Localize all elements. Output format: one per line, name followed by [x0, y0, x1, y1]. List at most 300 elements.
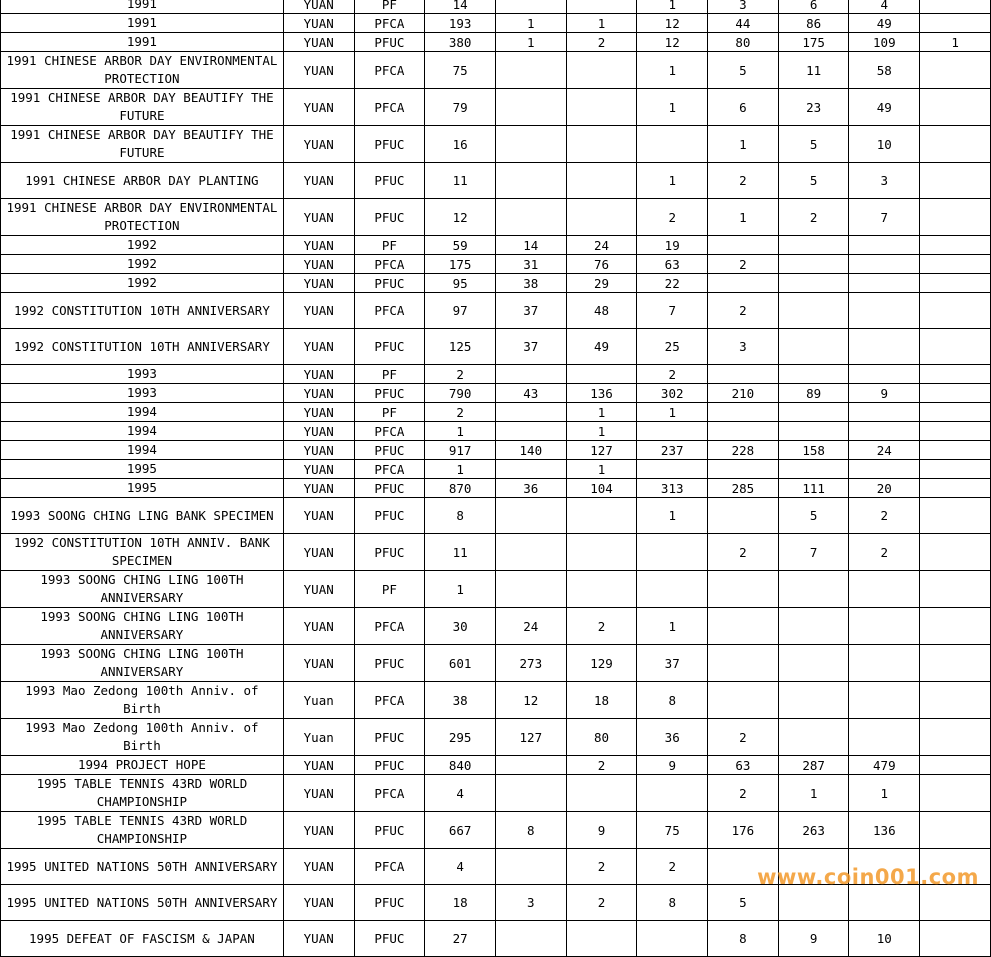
unit-cell: YUAN: [283, 812, 354, 849]
total-cell: 125: [425, 329, 496, 365]
count-cell: [849, 365, 920, 384]
count-cell: 129: [566, 645, 637, 682]
count-cell: [920, 479, 991, 498]
count-cell: [920, 460, 991, 479]
table-row: [1, 126, 991, 163]
name-cell: 1995: [1, 460, 284, 479]
count-cell: 273: [495, 645, 566, 682]
count-cell: 80: [708, 33, 779, 52]
count-cell: [778, 365, 849, 384]
grade-cell: PFCA: [354, 849, 425, 885]
count-cell: 7: [849, 199, 920, 236]
count-cell: 2: [849, 534, 920, 571]
unit-cell: YUAN: [283, 849, 354, 885]
table-row: [1, 460, 991, 479]
count-cell: 1: [637, 0, 708, 14]
grade-cell: PFUC: [354, 479, 425, 498]
count-cell: 3: [849, 163, 920, 199]
table-row: [1, 274, 991, 293]
count-cell: 2: [849, 498, 920, 534]
count-cell: [920, 255, 991, 274]
name-cell: 1995: [1, 479, 284, 498]
count-cell: 5: [778, 163, 849, 199]
count-cell: 9: [566, 812, 637, 849]
total-cell: 30: [425, 608, 496, 645]
count-cell: [778, 682, 849, 719]
count-cell: 2: [566, 885, 637, 921]
count-cell: [566, 365, 637, 384]
total-cell: 4: [425, 775, 496, 812]
count-cell: [495, 498, 566, 534]
name-cell: 1991: [1, 33, 284, 52]
grade-cell: PFUC: [354, 921, 425, 957]
count-cell: [637, 571, 708, 608]
table-row: [1, 403, 991, 422]
count-cell: 80: [566, 719, 637, 756]
unit-cell: YUAN: [283, 422, 354, 441]
count-cell: [849, 682, 920, 719]
count-cell: 2: [708, 255, 779, 274]
grade-cell: PFCA: [354, 460, 425, 479]
count-cell: [495, 775, 566, 812]
table-row: [1, 441, 991, 460]
name-cell: 1993 SOONG CHING LING 100TH ANNIVERSARY: [1, 608, 284, 645]
total-cell: 1: [425, 460, 496, 479]
count-cell: 2: [637, 199, 708, 236]
table-row: [1, 719, 991, 756]
count-cell: [920, 89, 991, 126]
count-cell: [920, 571, 991, 608]
grade-cell: PFUC: [354, 163, 425, 199]
name-cell: 1992: [1, 274, 284, 293]
count-cell: [778, 403, 849, 422]
name-cell: 1993 SOONG CHING LING 100TH ANNIVERSARY: [1, 645, 284, 682]
count-cell: [920, 0, 991, 14]
table-row: [1, 52, 991, 89]
total-cell: 2: [425, 403, 496, 422]
total-cell: 380: [425, 33, 496, 52]
count-cell: [637, 775, 708, 812]
count-cell: [920, 329, 991, 365]
name-cell: 1994: [1, 422, 284, 441]
count-cell: 2: [708, 719, 779, 756]
table-row: [1, 89, 991, 126]
unit-cell: YUAN: [283, 126, 354, 163]
count-cell: 140: [495, 441, 566, 460]
unit-cell: YUAN: [283, 0, 354, 14]
count-cell: 9: [778, 921, 849, 957]
name-cell: 1991 CHINESE ARBOR DAY BEAUTIFY THE FUTURE: [1, 126, 284, 163]
unit-cell: Yuan: [283, 682, 354, 719]
name-cell: 1992 CONSTITUTION 10TH ANNIVERSARY: [1, 329, 284, 365]
count-cell: 176: [708, 812, 779, 849]
count-cell: [708, 682, 779, 719]
count-cell: [920, 645, 991, 682]
table-row: [1, 534, 991, 571]
count-cell: 9: [849, 384, 920, 403]
count-cell: 29: [566, 274, 637, 293]
count-cell: [849, 274, 920, 293]
count-cell: 2: [708, 163, 779, 199]
count-cell: [566, 126, 637, 163]
count-cell: 19: [637, 236, 708, 255]
name-cell: 1993 SOONG CHING LING 100TH ANNIVERSARY: [1, 571, 284, 608]
count-cell: [920, 365, 991, 384]
table-row: [1, 0, 991, 14]
grade-cell: PFUC: [354, 384, 425, 403]
total-cell: 840: [425, 756, 496, 775]
count-cell: 43: [495, 384, 566, 403]
count-cell: 158: [778, 441, 849, 460]
count-cell: 31: [495, 255, 566, 274]
grade-cell: PFCA: [354, 89, 425, 126]
table-row: [1, 498, 991, 534]
table-row: [1, 293, 991, 329]
name-cell: 1995 UNITED NATIONS 50TH ANNIVERSARY: [1, 885, 284, 921]
count-cell: 2: [708, 534, 779, 571]
count-cell: [778, 460, 849, 479]
count-cell: 1: [637, 52, 708, 89]
count-cell: 49: [849, 89, 920, 126]
count-cell: 2: [566, 756, 637, 775]
count-cell: [920, 682, 991, 719]
grade-cell: PFUC: [354, 885, 425, 921]
count-cell: [778, 236, 849, 255]
count-cell: 48: [566, 293, 637, 329]
total-cell: 11: [425, 163, 496, 199]
count-cell: 3: [708, 0, 779, 14]
table-row: [1, 571, 991, 608]
grade-cell: PF: [354, 0, 425, 14]
grade-cell: PFCA: [354, 293, 425, 329]
count-cell: [849, 329, 920, 365]
count-cell: 1: [495, 14, 566, 33]
total-cell: 2: [425, 365, 496, 384]
count-cell: [920, 274, 991, 293]
table-row: [1, 255, 991, 274]
count-cell: [566, 89, 637, 126]
table-row: [1, 422, 991, 441]
count-cell: 6: [708, 89, 779, 126]
grade-cell: PFUC: [354, 199, 425, 236]
table-row: [1, 775, 991, 812]
count-cell: [778, 293, 849, 329]
count-cell: [920, 756, 991, 775]
grade-cell: PF: [354, 236, 425, 255]
total-cell: 1: [425, 422, 496, 441]
count-cell: 2: [778, 199, 849, 236]
total-cell: 97: [425, 293, 496, 329]
name-cell: 1995 TABLE TENNIS 43RD WORLD CHAMPIONSHIP: [1, 775, 284, 812]
table-row: [1, 236, 991, 255]
name-cell: 1991 CHINESE ARBOR DAY BEAUTIFY THE FUTURE: [1, 89, 284, 126]
count-cell: [637, 126, 708, 163]
count-cell: 86: [778, 14, 849, 33]
table-row: [1, 199, 991, 236]
count-cell: [495, 199, 566, 236]
count-cell: 63: [637, 255, 708, 274]
count-cell: 1: [637, 403, 708, 422]
count-cell: [495, 126, 566, 163]
count-cell: 24: [849, 441, 920, 460]
count-cell: 36: [495, 479, 566, 498]
count-cell: [708, 571, 779, 608]
count-cell: [920, 498, 991, 534]
count-cell: 76: [566, 255, 637, 274]
grade-cell: PFUC: [354, 719, 425, 756]
count-cell: [495, 403, 566, 422]
table-body: [1, 0, 991, 957]
count-cell: [495, 849, 566, 885]
count-cell: [778, 255, 849, 274]
count-cell: 210: [708, 384, 779, 403]
count-cell: [495, 571, 566, 608]
count-cell: [920, 608, 991, 645]
unit-cell: YUAN: [283, 403, 354, 422]
count-cell: 175: [778, 33, 849, 52]
grade-cell: PFCA: [354, 255, 425, 274]
unit-cell: YUAN: [283, 534, 354, 571]
count-cell: 49: [849, 14, 920, 33]
total-cell: 59: [425, 236, 496, 255]
count-cell: 479: [849, 756, 920, 775]
total-cell: 917: [425, 441, 496, 460]
total-cell: 790: [425, 384, 496, 403]
count-cell: 6: [778, 0, 849, 14]
total-cell: 11: [425, 534, 496, 571]
name-cell: 1992 CONSTITUTION 10TH ANNIVERSARY: [1, 293, 284, 329]
grade-cell: PFCA: [354, 422, 425, 441]
grade-cell: PFUC: [354, 645, 425, 682]
count-cell: 12: [637, 14, 708, 33]
count-cell: [566, 921, 637, 957]
name-cell: 1995 DEFEAT OF FASCISM & JAPAN: [1, 921, 284, 957]
total-cell: 14: [425, 0, 496, 14]
count-cell: 10: [849, 126, 920, 163]
unit-cell: YUAN: [283, 365, 354, 384]
count-cell: 8: [708, 921, 779, 957]
count-cell: 302: [637, 384, 708, 403]
grade-cell: PFUC: [354, 756, 425, 775]
count-cell: 5: [708, 885, 779, 921]
count-cell: [708, 498, 779, 534]
count-cell: 5: [778, 126, 849, 163]
count-cell: 2: [566, 33, 637, 52]
count-cell: [637, 534, 708, 571]
count-cell: 5: [708, 52, 779, 89]
total-cell: 193: [425, 14, 496, 33]
count-cell: 44: [708, 14, 779, 33]
count-cell: 2: [708, 775, 779, 812]
count-cell: [849, 719, 920, 756]
name-cell: 1994 PROJECT HOPE: [1, 756, 284, 775]
count-cell: [495, 756, 566, 775]
count-cell: 136: [566, 384, 637, 403]
count-cell: [566, 571, 637, 608]
count-cell: [920, 14, 991, 33]
count-cell: 12: [637, 33, 708, 52]
count-cell: [849, 422, 920, 441]
grade-cell: PFUC: [354, 33, 425, 52]
count-cell: 1: [849, 775, 920, 812]
count-cell: [920, 293, 991, 329]
total-cell: 12: [425, 199, 496, 236]
grade-cell: PFUC: [354, 534, 425, 571]
count-cell: 5: [778, 498, 849, 534]
count-cell: [920, 384, 991, 403]
table-row: [1, 645, 991, 682]
count-cell: [708, 608, 779, 645]
count-cell: 1: [637, 89, 708, 126]
count-cell: 22: [637, 274, 708, 293]
unit-cell: YUAN: [283, 921, 354, 957]
count-cell: 2: [637, 365, 708, 384]
total-cell: 870: [425, 479, 496, 498]
total-cell: 601: [425, 645, 496, 682]
grade-cell: PFUC: [354, 441, 425, 460]
count-cell: [566, 163, 637, 199]
count-cell: [637, 921, 708, 957]
table-row: [1, 33, 991, 52]
count-cell: [708, 236, 779, 255]
grade-cell: PFCA: [354, 608, 425, 645]
unit-cell: Yuan: [283, 719, 354, 756]
grade-cell: PFCA: [354, 52, 425, 89]
name-cell: 1991 CHINESE ARBOR DAY PLANTING: [1, 163, 284, 199]
unit-cell: YUAN: [283, 199, 354, 236]
count-cell: [495, 163, 566, 199]
count-cell: [566, 52, 637, 89]
total-cell: 4: [425, 849, 496, 885]
total-cell: 75: [425, 52, 496, 89]
grade-cell: PF: [354, 365, 425, 384]
count-cell: [920, 775, 991, 812]
grade-cell: PFUC: [354, 812, 425, 849]
count-cell: [495, 89, 566, 126]
count-cell: 8: [637, 885, 708, 921]
unit-cell: YUAN: [283, 274, 354, 293]
count-cell: [495, 365, 566, 384]
count-cell: 25: [637, 329, 708, 365]
name-cell: 1991 CHINESE ARBOR DAY ENVIRONMENTAL PROTECTION: [1, 52, 284, 89]
count-cell: 63: [708, 756, 779, 775]
count-cell: [920, 812, 991, 849]
count-cell: [920, 52, 991, 89]
unit-cell: YUAN: [283, 14, 354, 33]
total-cell: 8: [425, 498, 496, 534]
table-row: [1, 479, 991, 498]
count-cell: 285: [708, 479, 779, 498]
count-cell: 20: [849, 479, 920, 498]
unit-cell: YUAN: [283, 52, 354, 89]
grade-cell: PFCA: [354, 775, 425, 812]
count-cell: [920, 719, 991, 756]
count-cell: [920, 422, 991, 441]
unit-cell: YUAN: [283, 329, 354, 365]
table-row: [1, 329, 991, 365]
count-cell: 2: [637, 849, 708, 885]
count-cell: 9: [637, 756, 708, 775]
count-cell: 75: [637, 812, 708, 849]
count-cell: [778, 719, 849, 756]
table-row: [1, 812, 991, 849]
count-cell: 24: [566, 236, 637, 255]
grade-cell: PF: [354, 403, 425, 422]
count-cell: 2: [566, 608, 637, 645]
unit-cell: YUAN: [283, 645, 354, 682]
count-cell: [637, 460, 708, 479]
count-cell: 1: [708, 126, 779, 163]
count-cell: 37: [495, 293, 566, 329]
count-cell: [778, 274, 849, 293]
count-cell: 36: [637, 719, 708, 756]
count-cell: 14: [495, 236, 566, 255]
count-cell: [637, 422, 708, 441]
unit-cell: YUAN: [283, 163, 354, 199]
count-cell: [849, 645, 920, 682]
count-cell: 49: [566, 329, 637, 365]
table-row: [1, 14, 991, 33]
count-cell: 8: [637, 682, 708, 719]
count-cell: [849, 460, 920, 479]
count-cell: [849, 293, 920, 329]
unit-cell: YUAN: [283, 775, 354, 812]
name-cell: 1992 CONSTITUTION 10TH ANNIV. BANK SPECIMEN: [1, 534, 284, 571]
count-cell: 1: [637, 608, 708, 645]
count-cell: 109: [849, 33, 920, 52]
count-cell: [708, 460, 779, 479]
count-cell: [778, 422, 849, 441]
count-cell: [495, 460, 566, 479]
table-row: [1, 365, 991, 384]
count-cell: 136: [849, 812, 920, 849]
count-cell: [920, 126, 991, 163]
count-cell: 12: [495, 682, 566, 719]
count-cell: [708, 403, 779, 422]
total-cell: 175: [425, 255, 496, 274]
total-cell: 79: [425, 89, 496, 126]
count-cell: [778, 645, 849, 682]
count-cell: [708, 365, 779, 384]
unit-cell: YUAN: [283, 33, 354, 52]
count-cell: [495, 52, 566, 89]
count-cell: 1: [637, 498, 708, 534]
unit-cell: YUAN: [283, 885, 354, 921]
count-cell: 1: [566, 422, 637, 441]
name-cell: 1993 Mao Zedong 100th Anniv. of Birth: [1, 719, 284, 756]
count-cell: 1: [566, 460, 637, 479]
count-cell: [849, 403, 920, 422]
count-cell: 2: [566, 849, 637, 885]
table-row: [1, 384, 991, 403]
count-cell: [778, 571, 849, 608]
count-cell: [708, 645, 779, 682]
unit-cell: YUAN: [283, 441, 354, 460]
count-cell: 1: [778, 775, 849, 812]
unit-cell: YUAN: [283, 236, 354, 255]
unit-cell: YUAN: [283, 293, 354, 329]
count-cell: 1: [708, 199, 779, 236]
count-cell: [920, 441, 991, 460]
count-cell: [495, 921, 566, 957]
unit-cell: YUAN: [283, 608, 354, 645]
count-cell: 313: [637, 479, 708, 498]
grade-cell: PFCA: [354, 682, 425, 719]
count-cell: [708, 422, 779, 441]
count-cell: 37: [637, 645, 708, 682]
grade-cell: PFCA: [354, 14, 425, 33]
count-cell: 89: [778, 384, 849, 403]
